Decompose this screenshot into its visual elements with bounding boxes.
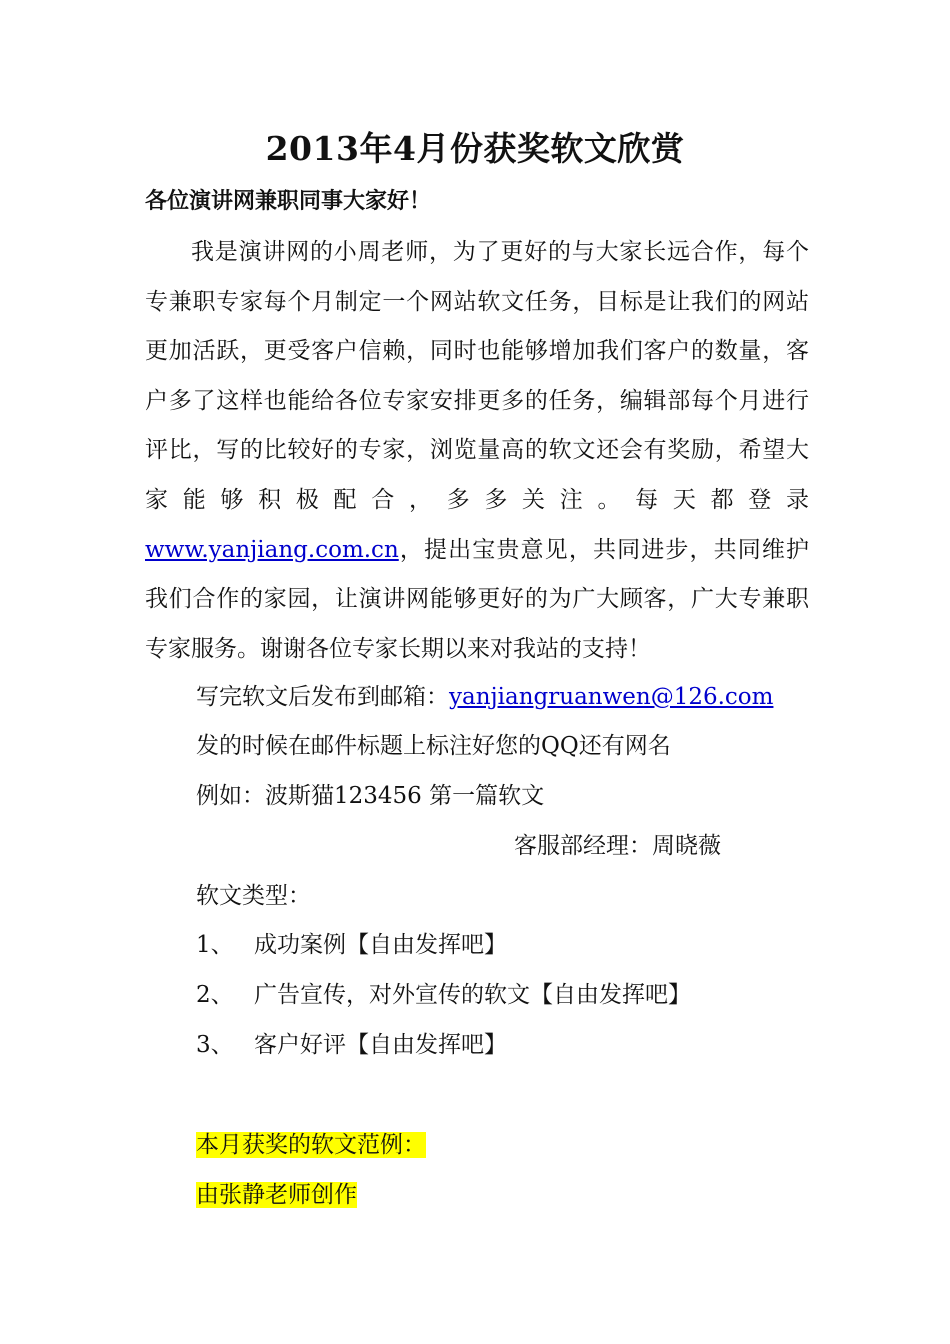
type-number: 1、 bbox=[196, 932, 234, 958]
website-link[interactable]: www.yanjiang.com.cn bbox=[145, 536, 399, 563]
example-line: 例如：波斯猫123456 第一篇软文 bbox=[196, 783, 545, 809]
highlighted-text: 由张静老师创作 bbox=[196, 1182, 357, 1208]
type-text: 广告宣传，对外宣传的软文【自由发挥吧】 bbox=[254, 982, 691, 1008]
intro-paragraph bbox=[145, 228, 809, 674]
email-link[interactable]: yanjiangruanwen@126.com bbox=[449, 684, 774, 710]
type-text: 客户好评【自由发挥吧】 bbox=[254, 1032, 507, 1058]
types-heading: 软文类型： bbox=[196, 883, 311, 909]
subject-note: 发的时候在邮件标题上标注好您的QQ还有网名 bbox=[196, 733, 671, 759]
type-number: 3、 bbox=[196, 1032, 234, 1058]
type-text: 成功案例【自由发挥吧】 bbox=[254, 932, 507, 958]
author-line bbox=[196, 1175, 357, 1215]
type-item-2 bbox=[196, 975, 691, 1015]
signature-line: 客服部经理：周晓薇 bbox=[514, 833, 721, 859]
highlighted-text: 本月获奖的软文范例： bbox=[196, 1132, 426, 1158]
type-item-1 bbox=[196, 925, 507, 965]
intro-text-after-link: ，提出宝贵意见，共同进步，共同维护我们合作的家园，让演讲网能够更好的为广大顾客，广大专兼职专家服务。谢谢各位专家长期以来对我站的支持！ bbox=[145, 536, 809, 662]
submit-line bbox=[196, 677, 773, 717]
submit-label: 写完软文后发布到邮箱： bbox=[196, 684, 449, 710]
type-item-3 bbox=[196, 1025, 507, 1065]
document-title: 2013年4月份获奖软文欣赏 bbox=[265, 129, 685, 168]
type-number: 2、 bbox=[196, 982, 234, 1008]
award-sample-heading bbox=[196, 1125, 426, 1165]
intro-text-before-link: 我是演讲网的小周老师，为了更好的与大家长远合作，每个专兼职专家每个月制定一个网站软文任务，目标是让我们的网站更加活跃，更受客户信赖，同时也能够增加我们客户的数量，客户多了这样也能给各位专家安排更多的任务，编辑部每个月进行评比，写的比较好的专家，浏览量高的软文还会有奖励，希望大家能够积极配合，多多关注。每天都登录 bbox=[145, 239, 809, 513]
greeting-line: 各位演讲网兼职同事大家好！ bbox=[145, 188, 432, 214]
